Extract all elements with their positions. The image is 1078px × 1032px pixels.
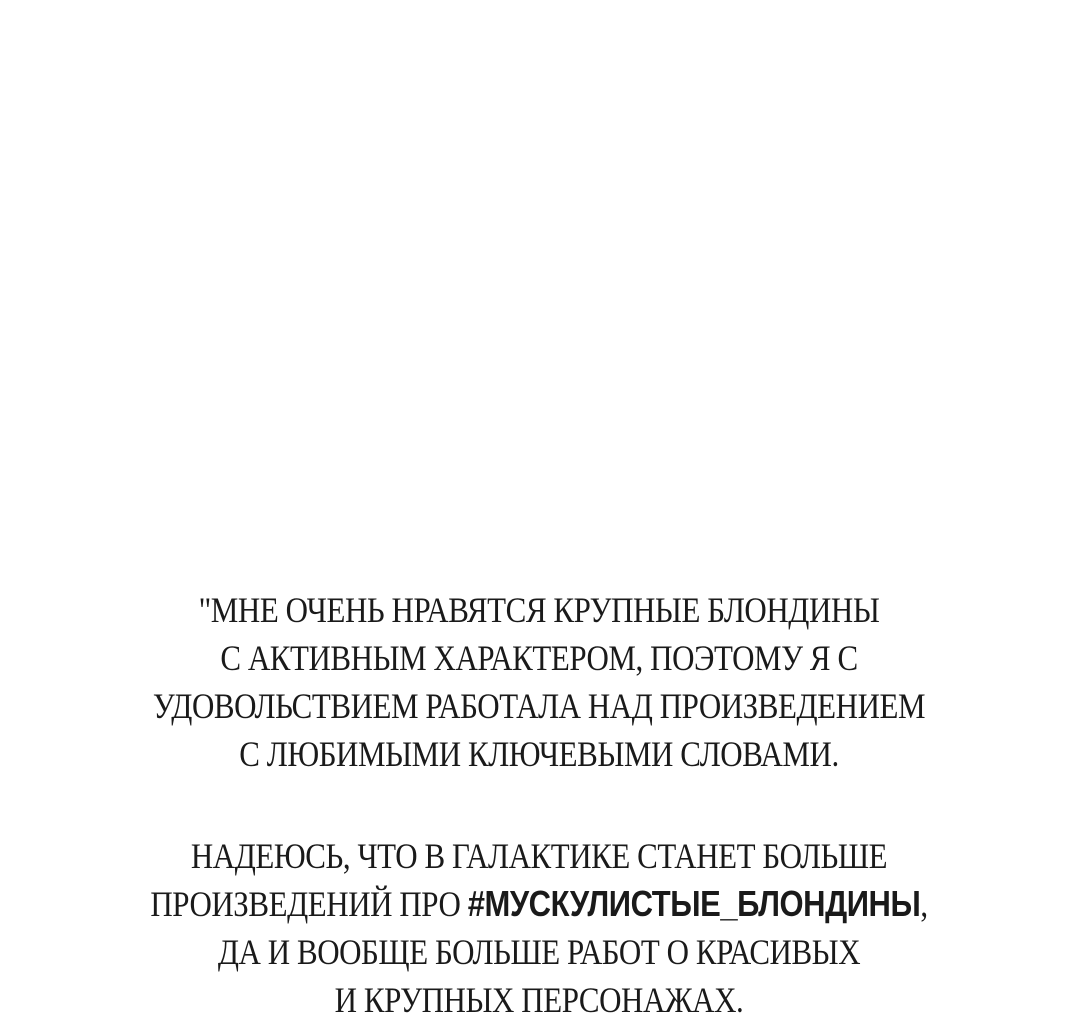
author-note-paragraph-2 xyxy=(75,832,1002,1024)
hashtag: #МУСКУЛИСТЫЕ_БЛОНДИНЫ xyxy=(467,883,921,924)
author-note-paragraph-1 xyxy=(75,586,1002,778)
text-line-with-hashtag xyxy=(75,880,1002,928)
text-line: ДА И ВООБЩЕ БОЛЬШЕ РАБОТ О КРАСИВЫХ xyxy=(217,932,861,972)
text-line: И КРУПНЫХ ПЕРСОНАЖАХ. xyxy=(334,980,744,1020)
text-line: С АКТИВНЫМ ХАРАКТЕРОМ, ПОЭТОМУ Я С xyxy=(220,638,858,678)
text-segment: ПРОИЗВЕДЕНИЙ ПРО xyxy=(150,884,468,924)
text-line: УДОВОЛЬСТВИЕМ РАБОТАЛА НАД ПРОИЗВЕДЕНИЕМ xyxy=(152,686,926,726)
text-line: "МНЕ ОЧЕНЬ НРАВЯТСЯ КРУПНЫЕ БЛОНДИНЫ xyxy=(198,590,880,630)
text-line: НАДЕЮСЬ, ЧТО В ГАЛАКТИКЕ СТАНЕТ БОЛЬШЕ xyxy=(190,836,888,876)
text-segment: , xyxy=(920,884,928,924)
text-line: С ЛЮБИМЫМИ КЛЮЧЕВЫМИ СЛОВАМИ. xyxy=(239,734,839,774)
